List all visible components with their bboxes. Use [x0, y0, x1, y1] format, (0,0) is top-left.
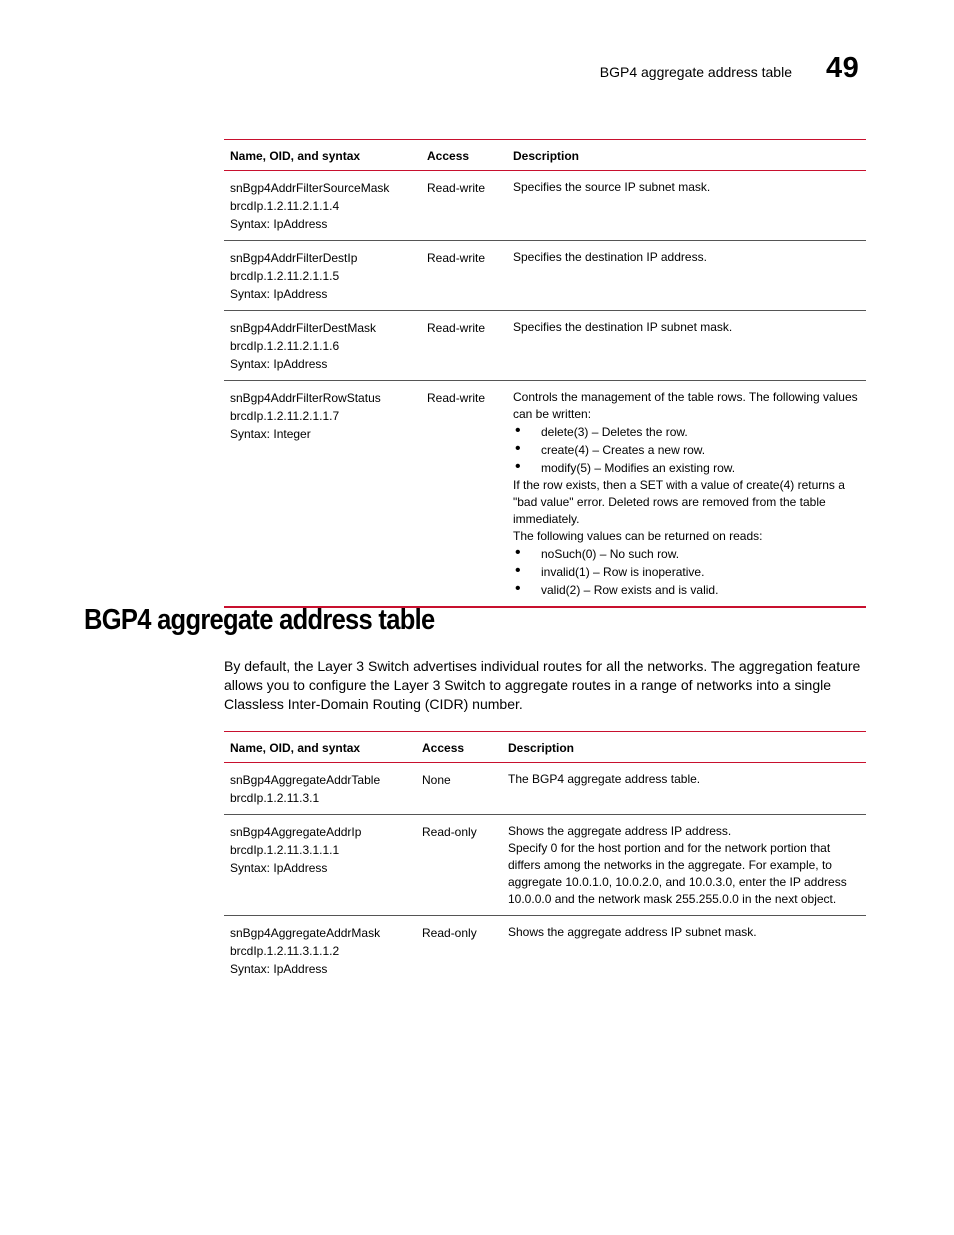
name-cell [224, 815, 416, 916]
object-name: snBgp4AggregateAddrIp [230, 825, 362, 839]
table-row [224, 311, 866, 381]
object-syntax: Syntax: IpAddress [230, 962, 328, 976]
table-row [224, 763, 866, 815]
object-name: snBgp4AddrFilterRowStatus [230, 391, 381, 405]
description-cell [507, 171, 866, 241]
written-values-list [513, 423, 860, 477]
table-row [224, 241, 866, 311]
access-cell: None [416, 763, 502, 815]
access-cell: Read-write [421, 311, 507, 381]
filter-mib-table [224, 139, 866, 608]
list-item: • delete(3) – Deletes the row. [513, 423, 860, 441]
object-name: snBgp4AggregateAddrMask [230, 926, 381, 940]
name-cell [224, 763, 416, 815]
object-oid: brcdIp.1.2.11.3.1.1.2 [230, 944, 340, 958]
column-header-description: Description [507, 140, 866, 171]
object-syntax: Syntax: IpAddress [230, 217, 328, 231]
description-cell [502, 916, 866, 986]
object-oid: brcdIp.1.2.11.3.1.1.1 [230, 843, 340, 857]
object-oid: brcdIp.1.2.11.2.1.1.4 [230, 199, 340, 213]
object-syntax: Syntax: IpAddress [230, 357, 328, 371]
description-text: Specifies the destination IP address. [513, 250, 707, 264]
access-cell: Read-write [421, 381, 507, 608]
object-oid: brcdIp.1.2.11.2.1.1.7 [230, 409, 340, 423]
name-cell [224, 171, 421, 241]
column-header-description: Description [502, 732, 866, 763]
access-cell: Read-write [421, 171, 507, 241]
object-syntax: Syntax: Integer [230, 427, 311, 441]
description-text: Shows the aggregate address IP subnet mask. [508, 925, 757, 939]
description-cell [502, 815, 866, 916]
description-text: Controls the management of the table rows. The following values can be written: [513, 390, 858, 421]
object-syntax: Syntax: IpAddress [230, 861, 328, 875]
list-item: • create(4) – Creates a new row. [513, 441, 860, 459]
list-item: • valid(2) – Row exists and is valid. [513, 581, 860, 599]
description-text: Specifies the destination IP subnet mask. [513, 320, 733, 334]
table-row [224, 916, 866, 986]
access-cell: Read-only [416, 815, 502, 916]
aggregate-mib-table [224, 731, 866, 985]
object-oid: brcdIp.1.2.11.2.1.1.6 [230, 339, 340, 353]
description-text: Shows the aggregate address IP address. [508, 824, 732, 838]
object-oid: brcdIp.1.2.11.2.1.1.5 [230, 269, 340, 283]
running-title: BGP4 aggregate address table [599, 64, 792, 80]
table-row [224, 381, 866, 608]
list-item: • modify(5) – Modifies an existing row. [513, 459, 860, 477]
column-header-name: Name, OID, and syntax [224, 732, 416, 763]
table-header-row [224, 732, 866, 763]
section-heading: BGP4 aggregate address table [84, 604, 435, 636]
object-name: snBgp4AggregateAddrTable [230, 773, 381, 787]
returned-values-list [513, 545, 860, 599]
description-cell [502, 763, 866, 815]
object-name: snBgp4AddrFilterSourceMask [230, 181, 390, 195]
section-intro: By default, the Layer 3 Switch advertises individual routes for all the networks. The aggregation feature allows you to configure the Layer 3 Switch to aggregate routes in a range of networks into a single Classless Inter-Domain Routing (CIDR) number. [224, 658, 861, 712]
object-syntax: Syntax: IpAddress [230, 287, 328, 301]
name-cell [224, 381, 421, 608]
description-cell [507, 381, 866, 608]
description-text: The following values can be returned on reads: [513, 529, 763, 543]
description-text: Specify 0 for the host portion and for the network portion that differs among the networks in the aggregate. For example, to aggregate 10.0.1.0, 10.0.2.0, and 10.0.3.0, enter the IP address 10.0.0.0 and the network mask 255.255.0.0 in the next object. [508, 841, 847, 906]
object-name: snBgp4AddrFilterDestIp [230, 251, 358, 265]
description-text: The BGP4 aggregate address table. [508, 772, 701, 786]
column-header-access: Access [421, 140, 507, 171]
column-header-name: Name, OID, and syntax [224, 140, 421, 171]
access-cell: Read-write [421, 241, 507, 311]
description-text: Specifies the source IP subnet mask. [513, 180, 711, 194]
object-oid: brcdIp.1.2.11.3.1 [230, 791, 320, 805]
table-row [224, 171, 866, 241]
list-item: • invalid(1) – Row is inoperative. [513, 563, 860, 581]
table-header-row [224, 140, 866, 171]
description-text: If the row exists, then a SET with a value of create(4) returns a "bad value" error. Deleted rows are removed from the table immediately. [513, 478, 845, 526]
description-cell [507, 241, 866, 311]
column-header-access: Access [416, 732, 502, 763]
table-row [224, 815, 866, 916]
name-cell [224, 916, 416, 986]
name-cell [224, 241, 421, 311]
object-name: snBgp4AddrFilterDestMask [230, 321, 377, 335]
description-cell [507, 311, 866, 381]
chapter-number: 49 [826, 52, 860, 84]
name-cell [224, 311, 421, 381]
list-item: • noSuch(0) – No such row. [513, 545, 860, 563]
access-cell: Read-only [422, 926, 477, 940]
